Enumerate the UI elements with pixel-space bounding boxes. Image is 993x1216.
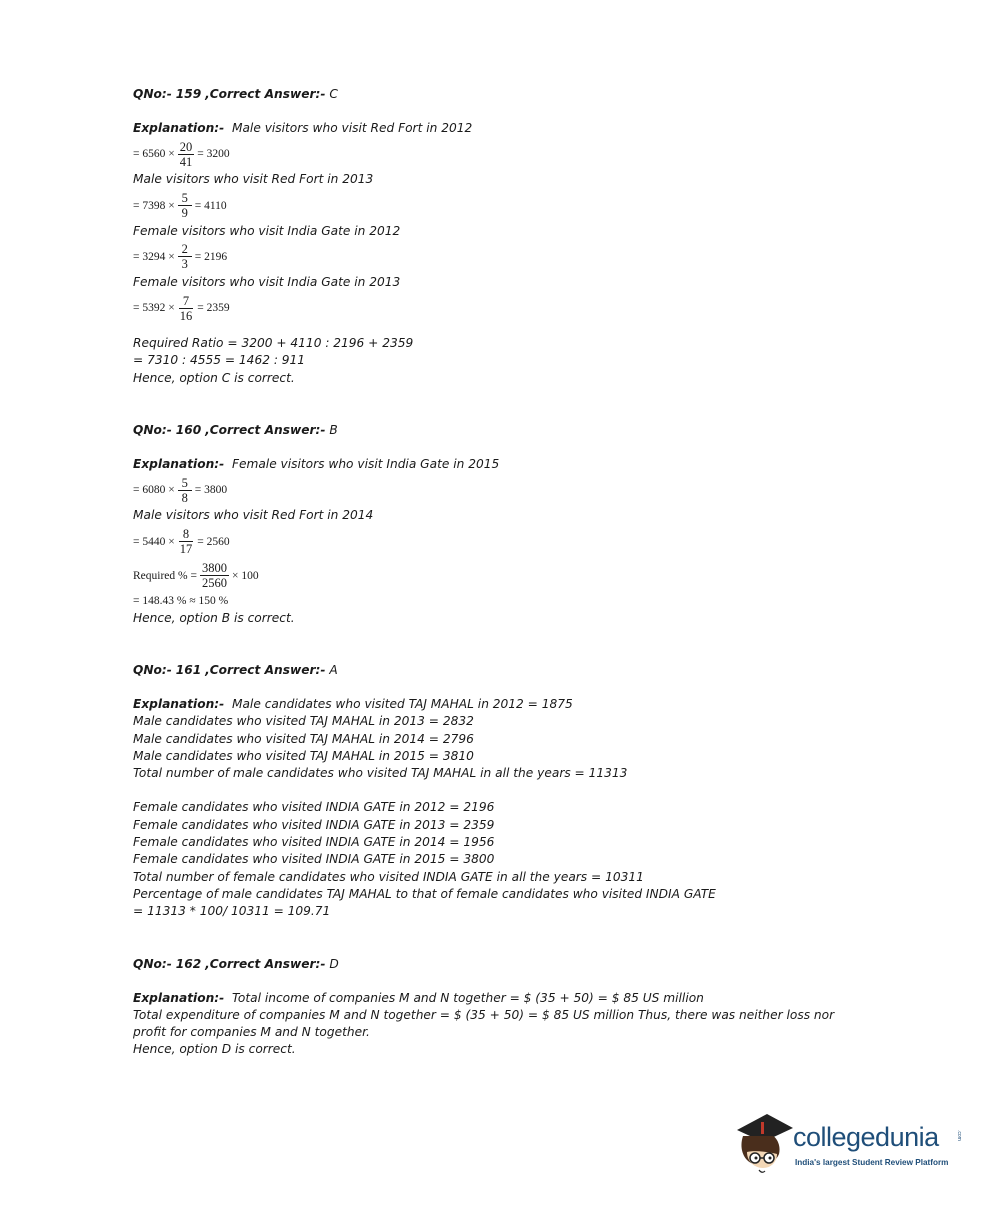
explanation-line: Percentage of male candidates TAJ MAHAL to that of female candidates who visited INDIA GATE bbox=[133, 886, 716, 901]
explanation-162: Explanation:- Total income of companies M and N together = $ (35 + 50) = $ 85 US million bbox=[133, 990, 704, 1005]
question-header-159: QNo:- 159 ,Correct Answer:- C bbox=[133, 87, 338, 101]
explanation-line: Female visitors who visit India Gate in 2012 bbox=[133, 223, 401, 238]
explanation-line: Male candidates who visited TAJ MAHAL in 2014 = 2796 bbox=[133, 731, 474, 746]
equation-line: = 7398 × $\frac{5}{9}$ = 4110 bbox=[133, 191, 227, 221]
equation-line: = 6080 × $\frac{5}{8}$ = 3800 bbox=[133, 475, 228, 505]
explanation-line: Hence, option B is correct. bbox=[133, 610, 295, 625]
explanation-line: Male visitors who visit Red Fort in 2014 bbox=[133, 508, 374, 523]
question-header-161: QNo:- 161 ,Correct Answer:- A bbox=[133, 662, 338, 677]
equation-line: = 148.43 % ≈ 150 % bbox=[133, 594, 229, 607]
mascot-icon bbox=[733, 1108, 795, 1183]
explanation-line: = 7310 : 4555 = 1462 : 911 bbox=[133, 353, 306, 368]
explanation-line: Female candidates who visited INDIA GATE in 2012 = 2196 bbox=[133, 800, 495, 815]
logo-brand-text: collegedunia bbox=[793, 1122, 939, 1152]
explanation-line: Female candidates who visited INDIA GATE in 2013 = 2359 bbox=[133, 817, 495, 832]
explanation-line: Female candidates who visited INDIA GATE in 2015 = 3800 bbox=[133, 852, 495, 867]
equation-line: = 5392 × $\frac{7}{16}$ = 2359 bbox=[133, 293, 230, 323]
logo-domain-suffix: .com bbox=[956, 1130, 962, 1141]
explanation-line: Required Ratio = 3200 + 4110 : 2196 + 2359 bbox=[133, 336, 414, 351]
explanation-159: Explanation:- Male visitors who visit Red Fort in 2012 bbox=[133, 121, 473, 135]
question-header-162: QNo:- 162 ,Correct Answer:- D bbox=[133, 956, 339, 971]
explanation-line: Male visitors who visit Red Fort in 2013 bbox=[133, 172, 374, 187]
explanation-line: Hence, option C is correct. bbox=[133, 370, 295, 385]
explanation-line: = 11313 * 100/ 10311 = 109.71 bbox=[133, 904, 331, 919]
logo-tagline: India's largest Student Review Platform bbox=[795, 1158, 949, 1167]
explanation-line: Female candidates who visited INDIA GATE in 2014 = 1956 bbox=[133, 835, 495, 850]
question-header-160: QNo:- 160 ,Correct Answer:- B bbox=[133, 423, 338, 438]
explanation-line: Total number of male candidates who visited TAJ MAHAL in all the years = 11313 bbox=[133, 766, 628, 781]
explanation-line: Total number of female candidates who visited INDIA GATE in all the years = 10311 bbox=[133, 869, 644, 884]
equation-line: = 5440 × $\frac{8}{17}$ = 2560 bbox=[133, 527, 230, 557]
explanation-line: Male candidates who visited TAJ MAHAL in 2013 = 2832 bbox=[133, 714, 474, 729]
explanation-line: Hence, option D is correct. bbox=[133, 1042, 296, 1057]
explanation-160: Explanation:- Female visitors who visit India Gate in 2015 bbox=[133, 457, 500, 472]
equation-line: = 6560 × $\frac{20}{41}$ = 3200 bbox=[133, 139, 230, 169]
equation-line: = 3294 × $\frac{2}{3}$ = 2196 bbox=[133, 242, 228, 272]
equation-line: Required % = $\frac{3800}{2560}$ × 100 bbox=[133, 561, 259, 591]
document-page bbox=[133, 86, 853, 1059]
collegedunia-logo bbox=[733, 1108, 963, 1183]
explanation-line: Male candidates who visited TAJ MAHAL in 2015 = 3810 bbox=[133, 748, 474, 763]
explanation-line: Female visitors who visit India Gate in 2013 bbox=[133, 274, 401, 289]
explanation-161: Explanation:- Male candidates who visited TAJ MAHAL in 2012 = 1875 bbox=[133, 696, 573, 711]
explanation-paragraph: Total expenditure of companies M and N together = $ (35 + 50) = $ 85 US million Thus, there was neither loss nor profit for companies M and N together. bbox=[133, 1007, 835, 1040]
